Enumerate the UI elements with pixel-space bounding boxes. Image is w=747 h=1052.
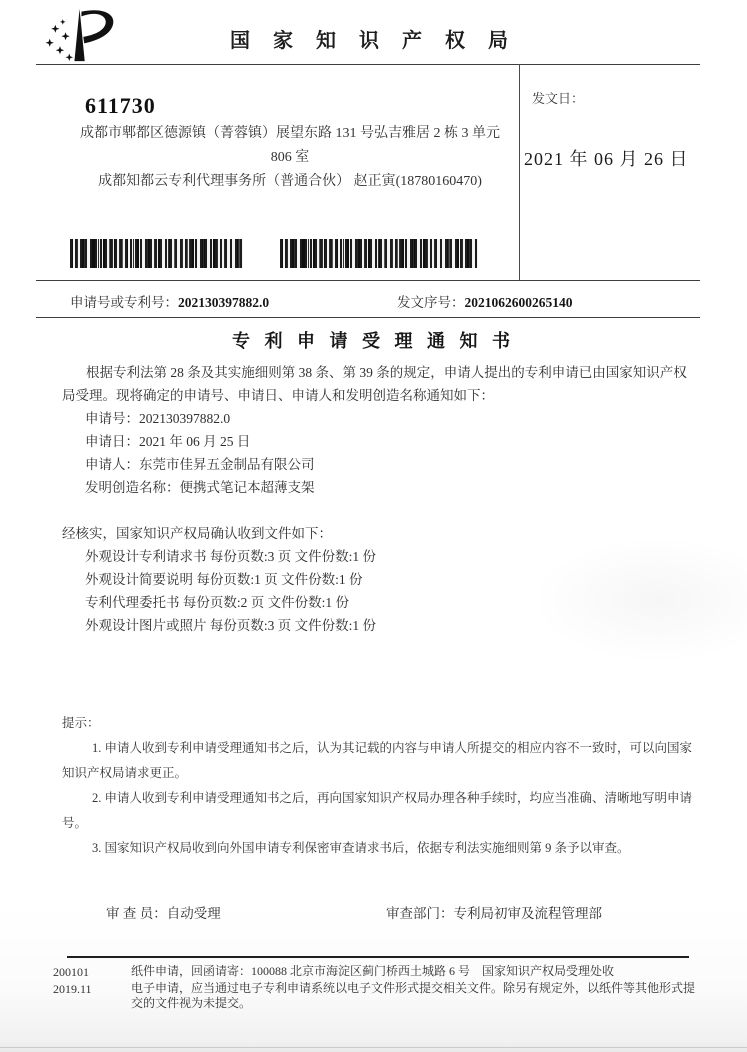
notice-intro: 根据专利法第 28 条及其实施细则第 38 条、第 39 条的规定，申请人提出的专利申请已由国家知识产权局受理。现将确定的申请号、申请日、申请人和发明创造名称通知如下： (62, 365, 687, 403)
recipient-postcode: 611730 (85, 93, 156, 118)
header-rule (36, 64, 700, 65)
application-number-value: 202130397882.0 (178, 295, 270, 310)
tips-section (62, 711, 694, 861)
footer-form-code: 2019.11 (53, 981, 92, 996)
notice-fields (85, 407, 692, 499)
dispatch-date-value: 2021 年 06 月 26 日 (524, 149, 689, 169)
spacer (62, 499, 692, 522)
field-application-no: 申请号：202130397882.0 (85, 411, 231, 426)
examiner-value: 自动受理 (166, 906, 221, 921)
page-bottom-edge (0, 1047, 747, 1048)
agency-title: 国 家 知 识 产 权 局 (230, 30, 517, 52)
tip-item: 2. 申请人收到专利申请受理通知书之后，再向国家知识产权局办理各种手续时，均应当准确、清晰地写明申请号。 (62, 791, 693, 830)
notice-title: 专 利 申 请 受 理 通 知 书 (232, 331, 515, 351)
footer-note-electronic: 电子申请，应当通过电子专利申请系统以电子文件形式提交相关文件。除另有规定外，以纸件等其他形式提交的文件视为未提交。 (131, 980, 696, 1010)
received-document: 外观设计专利请求书 每份页数:3 页 文件份数:1 份 (85, 549, 377, 564)
serial-number-value: 2021062600265140 (464, 295, 573, 310)
dispatch-box-divider (519, 64, 520, 281)
field-application-date: 申请日：2021 年 06 月 25 日 (85, 434, 251, 449)
barcode-left (70, 239, 243, 268)
field-applicant: 申请人：东莞市佳昇五金制品有限公司 (85, 457, 315, 472)
agency-line: 成都知都云专利代理事务所（普通合伙） 赵正寅(18780160470) (98, 174, 482, 189)
department-value: 专利局初审及流程管理部 (453, 906, 602, 921)
tips-label: 提示： (62, 716, 100, 730)
tip-item: 3. 国家知识产权局收到向外国申请专利保密审查请求书后，依据专利法实施细则第 9 条予以审查。 (92, 841, 630, 855)
footer-note-paper: 纸件申请，回函请寄：100088 北京市海淀区蓟门桥西土城路 6 号 国家知识产权局受理处收 (131, 964, 615, 978)
application-number (70, 291, 269, 311)
rule-below-numbers (36, 317, 700, 318)
department-label: 审查部门： (386, 906, 454, 921)
examiner-label: 审 查 员： (106, 906, 167, 921)
received-document: 外观设计图片或照片 每份页数:3 页 文件份数:1 份 (85, 618, 377, 633)
received-document: 外观设计简要说明 每份页数:1 页 文件份数:1 份 (85, 572, 363, 587)
serial-number (397, 291, 573, 311)
examining-department (386, 902, 602, 922)
footer-form-code: 200101 (53, 965, 89, 979)
received-documents-list (85, 545, 692, 637)
application-number-label: 申请号或专利号： (70, 295, 178, 310)
examiner (106, 902, 221, 922)
rule-above-numbers (36, 280, 700, 281)
footer-rule (67, 956, 689, 958)
footer-notes (53, 964, 701, 1012)
recipient-address (64, 122, 516, 194)
received-document: 专利代理委托书 每份页数:2 页 文件份数:1 份 (85, 595, 350, 610)
field-invention-title: 发明创造名称：便携式笔记本超薄支架 (85, 480, 315, 495)
barcode-right (280, 239, 478, 268)
address-line-2: 806 室 (270, 150, 310, 165)
dispatch-date-label: 发文日： (532, 91, 585, 106)
confirm-line: 经核实，国家知识产权局确认收到文件如下： (62, 526, 332, 541)
serial-number-label: 发文序号： (397, 295, 465, 310)
notice-body (62, 361, 692, 637)
tip-item: 1. 申请人收到专利申请受理通知书之后，认为其记载的内容与申请人所提交的相应内容不一致时，可以向国家知识产权局请求更正。 (62, 741, 693, 780)
address-line-1: 成都市郫都区德源镇（菁蓉镇）展望东路 131 号弘吉雅居 2 栋 3 单元 (80, 126, 500, 141)
